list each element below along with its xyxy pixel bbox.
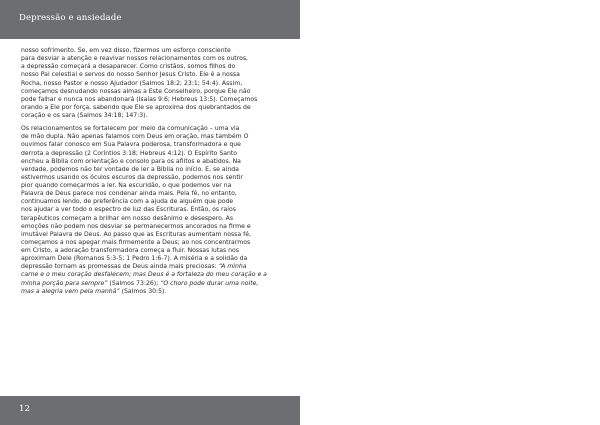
- text-segment: de mão dupla. Não apenas falamos com Deus em oração, mas também O: [21, 133, 249, 141]
- text-line: [21, 198, 283, 206]
- text-line: [21, 158, 283, 166]
- body-text: [21, 47, 283, 296]
- text-segment: nos ajudar a ver todo o espectro de luz das Escrituras. Então, os raios: [21, 206, 236, 214]
- italic-quote-segment: minha porção para sempre”: [21, 279, 108, 287]
- text-line: [21, 133, 283, 141]
- text-segment: nosso Pai celestial e servos do nosso Senhor Jesus Cristo. Ele é a nossa: [21, 71, 240, 79]
- text-segment: estivermos usando os óculos escuros da depressão, podemos nos sentir: [21, 173, 243, 181]
- text-segment: ouvimos falar conosco em Sua Palavra poderosa, transformadora e que: [21, 141, 241, 149]
- text-line: [21, 174, 283, 182]
- text-line: [21, 141, 283, 149]
- text-segment: encheu a Bíblia com orientação e consolo para os aflitos e abatidos. Na: [21, 157, 241, 165]
- text-line: [21, 96, 283, 104]
- text-line: [21, 215, 283, 223]
- text-segment: pior quando começarmos a ler. Na escuridão, o que podemos ver na: [21, 182, 232, 189]
- italic-quote-segment: carne e o meu coração desfalecem; mas Deus é a fortaleza do meu coração e a: [21, 271, 267, 279]
- text-segment: (Salmos 73:26);: [107, 279, 161, 287]
- text-line: [21, 150, 283, 158]
- text-line: [21, 223, 283, 231]
- page-number: 12: [19, 404, 30, 414]
- paragraph: [21, 47, 283, 120]
- text-segment: Palavra de Deus parece nos condenar ainda mais. Pela fé, no entanto,: [21, 190, 237, 198]
- text-segment: Rocha, nosso Pastor e nosso Ajudador (Salmos 18:2; 23:1; 54:4). Assim,: [21, 79, 243, 87]
- italic-quote-segment: mas a alegria vem pela manhã”: [21, 287, 120, 295]
- text-line: [21, 182, 283, 190]
- text-segment: coração e os sara (Salmos 34:18; 147:3).: [21, 112, 148, 119]
- text-segment: orando a Ele por força, sabendo que Ele se aproxima dos quebrantados de: [21, 103, 251, 111]
- text-segment: Os relacionamentos se fortalecem por meio da comunicação – uma via: [21, 125, 240, 133]
- text-segment: (Salmos 30:5).: [119, 287, 167, 295]
- header-bar: [0, 0, 300, 39]
- text-segment: depressão tornam as promessas de Deus ainda mais preciosas:: [21, 263, 219, 271]
- text-segment: imutável Palavra de Deus. Ao passo que as Escrituras aumentam nossa fé,: [21, 230, 251, 238]
- italic-quote-segment: “A minha: [218, 263, 247, 271]
- text-segment: aproximam Dele (Romanos 5:3-5; 1 Pedro 1:6-7). A miséria e a solidão da: [21, 255, 248, 263]
- text-segment: para desviar a atenção e reavivar nossos relacionamentos com os outros,: [21, 55, 249, 63]
- text-segment: começamos a nos apegar mais firmemente a Deus; ao nos concentrarmos: [21, 238, 251, 246]
- text-line: [21, 88, 283, 96]
- text-segment: derrota a depressão (2 Coríntios 3:18; Hebreus 4:12). O Espírito Santo: [21, 149, 238, 157]
- text-line: [21, 255, 283, 263]
- text-line: [21, 112, 283, 120]
- text-line: [21, 239, 283, 247]
- text-segment: a depressão começará a desaparecer. Como cristãos, somos filhos do: [21, 63, 236, 71]
- text-line: [21, 271, 283, 279]
- text-line: [21, 247, 283, 255]
- text-line: [21, 104, 283, 112]
- text-segment: começamos desnudando nossas almas a Este Conselheiro, porque Ele não: [21, 87, 251, 95]
- text-segment: verdade, podemos não ter vontade de ler a Bíblia no início. E, se ainda: [21, 165, 239, 173]
- text-line: [21, 280, 283, 288]
- text-line: [21, 206, 283, 214]
- running-header-title: Depressão e ansiedade: [19, 13, 122, 23]
- paragraph: [21, 125, 283, 296]
- text-line: [21, 80, 283, 88]
- text-segment: pode falhar e nunca nos abandonará (Isaías 9:6; Hebreus 13:5). Começamos: [21, 95, 258, 103]
- text-line: [21, 47, 283, 55]
- text-line: [21, 231, 283, 239]
- text-line: [21, 71, 283, 79]
- text-segment: emoções não podem nos desviar se permanecermos ancorados na firme e: [21, 222, 251, 230]
- text-segment: terapêuticos começam a brilhar em nosso desânimo e desespero. As: [21, 214, 234, 222]
- text-segment: em Cristo, a adoração transformadora começa a fluir. Nossas lutas nos: [21, 247, 239, 254]
- text-line: [21, 288, 283, 296]
- text-segment: nosso sofrimento. Se, em vez disso, fizermos um esforço consciente: [21, 47, 231, 54]
- italic-quote-segment: “O choro pode durar uma noite,: [160, 279, 259, 287]
- right-page-blank: [300, 0, 600, 425]
- text-line: [21, 166, 283, 174]
- text-segment: continuamos lendo, de preferência com a ajuda de alguém que pode: [21, 198, 234, 206]
- footer-bar: [0, 396, 300, 425]
